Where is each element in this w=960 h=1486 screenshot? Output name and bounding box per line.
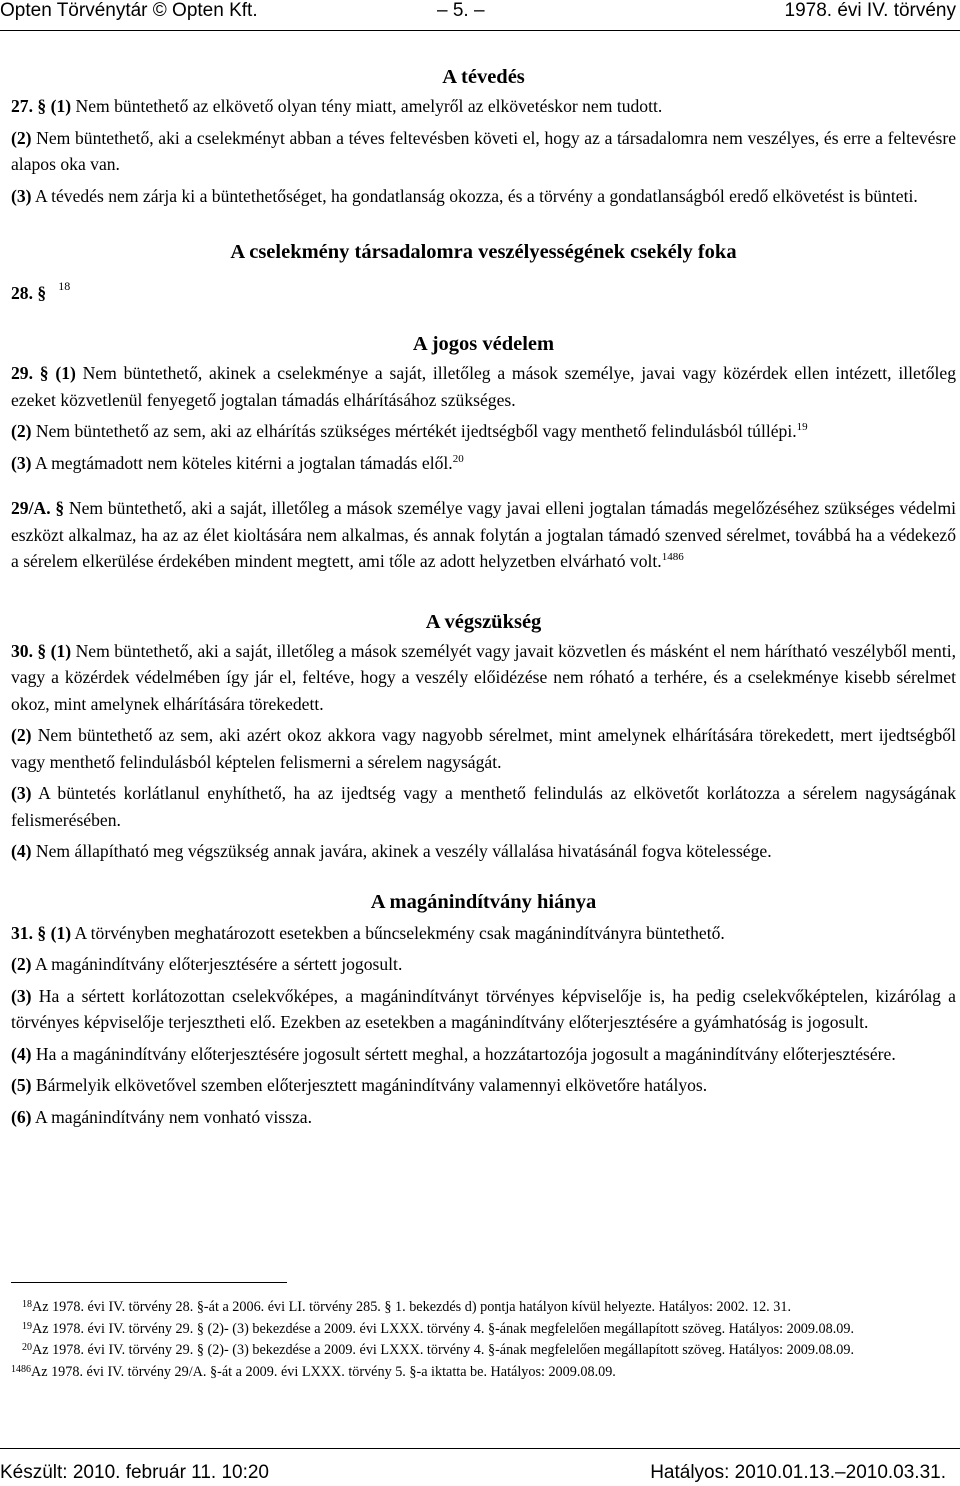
section-title-tevedes: A tévedés xyxy=(442,66,525,88)
paragraph-number: (2) xyxy=(11,725,32,745)
footnote-ref-20: 20 xyxy=(452,452,464,465)
page-footer xyxy=(0,1462,960,1486)
footnote-number: 20 xyxy=(22,1342,32,1353)
footnote-number: 19 xyxy=(22,1320,32,1332)
paragraph-text: A megtámadott nem köteles kitérni a jogtalan támadás elől. xyxy=(31,452,453,473)
paragraph-29a xyxy=(11,495,956,575)
footnote-rule xyxy=(11,1282,287,1283)
paragraph-text: Nem büntethető, aki a saját, illetőleg a mások személye vagy javai elleni jogtalan támadás megelőzéséhez szükséges védelmi eszközt alkalmaz, ha az az élet kioltására nem alkalmas, és annak folytán a jogtalan támadó szenved sérelmet, továbbá ha a védekező a sérelem elkerülése érdekében mindent megtett, ami tőle az adott helyzetben elvárható volt. xyxy=(11,498,957,571)
paragraph-text: Nem büntethető, aki a cselekményt abban a téves feltevésben követi el, hogy az a társadalomra nem veszélyes, és erre a feltevésre alapos oka van. xyxy=(11,127,956,174)
paragraph-text: A tévedés nem zárja ki a büntethetőséget, ha gondatlanság okozza, és a törvény a gondatlanságból eredő elkövetést is bünteti. xyxy=(31,185,918,206)
paragraph-text: A törvényben meghatározott esetekben a bűncselekmény csak magánindítványra büntethető. xyxy=(71,922,725,943)
footer-rule xyxy=(0,1448,960,1449)
paragraph-text: Nem büntethető az sem, aki azért okoz akkora vagy nagyobb sérelmet, mint amelynek elhárítására törekedett, mert ijedtségből vagy menthető felindulásból képtelen felismerni a sérelem nagyságát. xyxy=(11,725,956,772)
header-rule xyxy=(0,30,960,31)
paragraph-text: Ha a magánindítvány előterjesztésére jogosult sértett meghal, a hozzátartozója jogosult a magánindítvány előterjesztésére. xyxy=(31,1043,896,1064)
header-page-number: – 5. – xyxy=(437,0,485,21)
document-body xyxy=(11,66,956,1130)
paragraph-text: Bármelyik elkövetővel szemben előterjesztett magánindítvány valamennyi elkövetőre hatályos. xyxy=(31,1075,708,1095)
section-28 xyxy=(11,241,956,301)
footnote-1486 xyxy=(0,1362,955,1384)
paragraph-number: (2) xyxy=(11,954,32,974)
paragraph-number: (4) xyxy=(11,1043,32,1064)
paragraph-27-2 xyxy=(11,125,956,178)
paragraph-number: (5) xyxy=(11,1075,32,1095)
paragraph-number: 29/A. § xyxy=(11,498,65,518)
paragraph-30-1 xyxy=(11,638,956,718)
paragraph-29-3 xyxy=(11,450,956,477)
section-title-vegszukseg: A végszükség xyxy=(425,610,542,633)
paragraph-number: (3) xyxy=(11,185,32,206)
footnote-18 xyxy=(0,1297,955,1319)
paragraph-30-3 xyxy=(11,780,956,833)
footnote-number: 1486 xyxy=(11,1363,31,1375)
section-title-maganinditvany: A magánindítvány hiánya xyxy=(370,890,597,913)
paragraph-text: Nem büntethető, aki a saját, illetőleg a mások személyét vagy javait közvetlen és másként el nem hárítható veszélyből menti, vagy a közérdek védelmében így jár el, feltéve, hogy a veszély előidézése nem róható a terhére, és a cselekménye kisebb sérelmet okoz, mint amelynek elhárítására törekedett. xyxy=(11,640,957,714)
paragraph-number: (3) xyxy=(11,452,32,473)
footnote-19 xyxy=(0,1319,955,1341)
paragraph-text: Nem állapítható meg végszükség annak javára, akinek a veszély vállalása hivatásánál fogva kötelessége. xyxy=(31,841,772,861)
paragraph-text: Nem büntethető az sem, aki az elhárítás szükséges mértékét ijedtségből vagy menthető felindulásból túllépi. xyxy=(31,421,797,441)
footnote-number: 18 xyxy=(22,1299,32,1310)
paragraph-number: 29. § (1) xyxy=(11,363,76,383)
page-header xyxy=(0,0,960,24)
paragraph-31-6 xyxy=(11,1104,956,1131)
paragraph-31-2 xyxy=(11,951,956,978)
paragraph-text: A magánindítvány nem vonható vissza. xyxy=(31,1106,312,1127)
paragraph-30-4 xyxy=(11,838,956,865)
paragraph-31-5 xyxy=(11,1072,956,1099)
footer-created: Készült: 2010. február 11. 10:20 xyxy=(0,1462,269,1483)
footnotes xyxy=(0,1297,955,1383)
footnote-text: Az 1978. évi IV. törvény 29. § (2)- (3) bekezdése a 2009. évi LXXX. törvény 4. §-ának megfelelően megállapított szöveg. Hatályos: 2009.08.09. xyxy=(32,1342,854,1358)
footnote-ref-1486: 1486 xyxy=(661,551,684,563)
paragraph-number: (2) xyxy=(11,127,32,148)
paragraph-number: 31. § (1) xyxy=(11,922,72,943)
footnote-text: Az 1978. évi IV. törvény 29/A. §-át a 2009. évi LXXX. törvény 5. §-a iktatta be. Hatályos: 2009.08.09. xyxy=(31,1363,616,1380)
paragraph-number: (4) xyxy=(11,841,32,861)
paragraph-text: Ha a sértett korlátozottan cselekvőképes, a magánindítványt törvényes képviselője is, ha pedig cselekvőképtelen, kizárólag a törvényes képviselője terjesztheti elő. Ezekben az esetekben a magánindítvány előterjesztésére a gyámhatóság is jogosult. xyxy=(11,985,956,1032)
paragraph-number: (3) xyxy=(11,783,32,803)
paragraph-31-4 xyxy=(11,1041,956,1068)
footer-validity: Hatályos: 2010.01.13.–2010.03.31. xyxy=(650,1462,946,1483)
paragraph-text: A büntetés korlátlanul enyhíthető, ha az ijedtség vagy a menthető felindulás az elkövetőt korlátozza a sérelem nagyságának felismerésében. xyxy=(11,783,956,830)
footnote-text: Az 1978. évi IV. törvény 29. § (2)- (3) bekezdése a 2009. évi LXXX. törvény 4. §-ának megfelelően megállapított szöveg. Hatályos: 2009.08.09. xyxy=(32,1320,854,1337)
paragraph-27-1 xyxy=(11,93,956,120)
paragraph-30-2 xyxy=(11,722,956,775)
paragraph-number: (6) xyxy=(11,1106,32,1127)
paragraph-31-1 xyxy=(11,920,956,947)
paragraph-27-3 xyxy=(11,183,956,210)
footnote-ref-18: 18 xyxy=(58,279,71,293)
paragraph-number: 30. § (1) xyxy=(11,640,72,661)
paragraph-number: (2) xyxy=(11,421,32,441)
paragraph-text: Nem büntethető az elkövető olyan tény miatt, amelyről az elkövetéskor nem tudott. xyxy=(71,96,663,116)
paragraph-number-28: 28. § $^{18}$ xyxy=(11,279,71,303)
paragraph-number: (3) xyxy=(11,985,32,1006)
header-law-title: 1978. évi IV. törvény xyxy=(784,0,956,21)
paragraph-text: Nem büntethető, akinek a cselekménye a saját, illetőleg a mások személye, javai vagy közérdek ellen intézett, illetőleg ezeket közvetlenül fenyegető jogtalan támadás elhárításához szükséges. xyxy=(11,363,956,410)
paragraph-29-1 xyxy=(11,360,956,413)
paragraph-text: A magánindítvány előterjesztésére a sértett jogosult. xyxy=(31,954,403,974)
paragraph-31-3 xyxy=(11,983,956,1036)
section-title-jogos: A jogos védelem xyxy=(412,333,555,355)
paragraph-29-2 xyxy=(11,418,956,445)
paragraph-number: 27. § (1) xyxy=(11,96,72,116)
section-title-csekely: A cselekmény társadalomra veszélyességének csekély foka xyxy=(230,241,737,263)
footnote-text: Az 1978. évi IV. törvény 28. §-át a 2006. évi LI. törvény 285. § 1. bekezdés d) pontja hatályon kívül helyezte. Hatályos: 2002. 12. 31. xyxy=(32,1299,791,1315)
footnote-20 xyxy=(0,1340,955,1362)
footnote-ref-19: 19 xyxy=(796,421,808,433)
header-publisher: Opten Törvénytár © Opten Kft. xyxy=(0,0,258,21)
